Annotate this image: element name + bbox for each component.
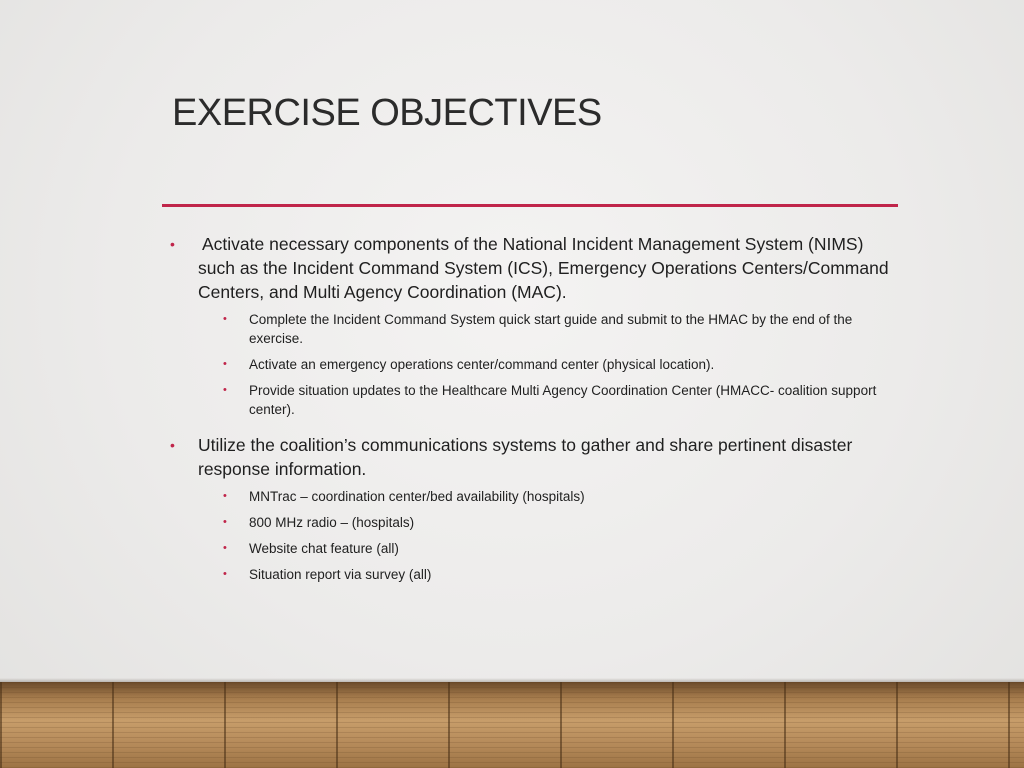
sub-objective-item [170,310,900,348]
sub-objective-item [170,513,900,532]
bullet-icon: • [223,384,227,396]
bullet-icon: • [223,516,227,528]
bullet-icon: • [170,236,175,252]
sub-objective-item [170,355,900,374]
objective-item [170,433,900,481]
sub-objective-text: Situation report via survey (all) [249,567,432,582]
sub-objective-item [170,381,900,419]
objectives-list [170,232,900,591]
bullet-icon: • [170,437,175,453]
bullet-icon: • [223,568,227,580]
wood-floor-image [0,682,1024,768]
bullet-icon: • [223,542,227,554]
bullet-icon: • [223,490,227,502]
objective-text: Utilize the coalition’s communications systems to gather and share pertinent disaster response information. [198,435,853,479]
sub-objective-text: MNTrac – coordination center/bed availability (hospitals) [249,489,585,504]
sub-objective-item [170,565,900,584]
objective-text: Activate necessary components of the National Incident Management System (NIMS) such as the Incident Command System (ICS), Emergency Operations Centers/Command Centers, and Multi Agency Coordination (MAC). [198,234,889,302]
slide-title: EXERCISE OBJECTIVES [172,92,602,134]
sub-objective-text: 800 MHz radio – (hospitals) [249,515,415,530]
sub-objective-text: Complete the Incident Command System quick start guide and submit to the HMAC by the end of the exercise. [249,312,853,346]
bullet-icon: • [223,313,227,325]
sub-objective-item [170,539,900,558]
objective-item [170,232,900,304]
sub-objective-item [170,487,900,506]
sub-objective-text: Website chat feature (all) [249,541,399,556]
sub-objective-text: Activate an emergency operations center/command center (physical location). [249,357,715,372]
sub-objective-text: Provide situation updates to the Healthcare Multi Agency Coordination Center (HMACC- coalition support center). [249,383,877,417]
bullet-icon: • [223,358,227,370]
title-divider [162,204,898,207]
